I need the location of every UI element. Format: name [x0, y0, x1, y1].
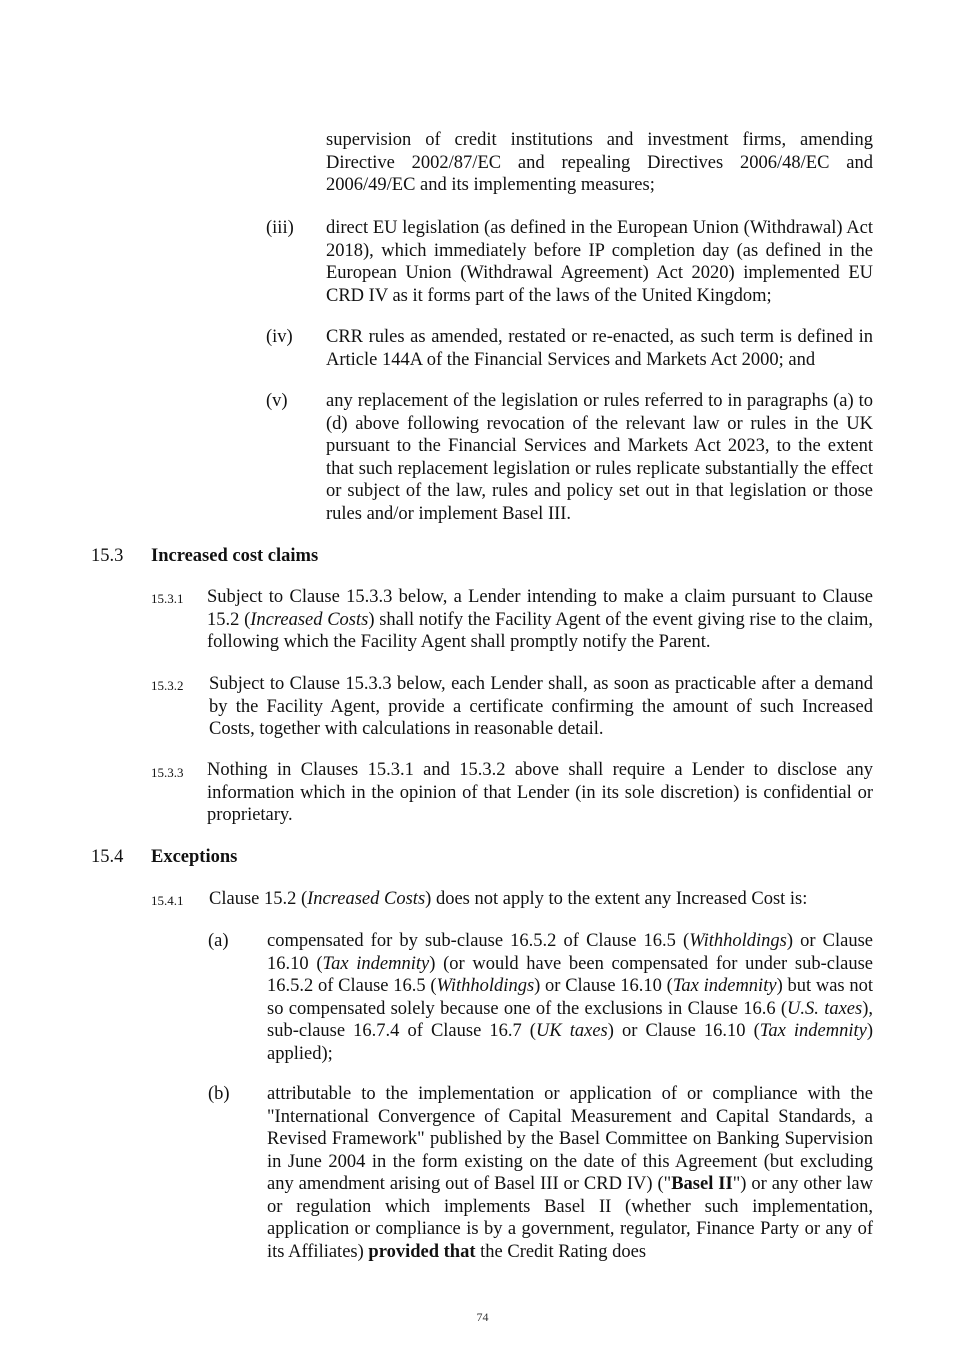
section-number: 15.3	[91, 546, 124, 566]
list-item: CRR rules as amended, restated or re-enacted, as such term is defined in Article 144A of the Financial Services and Markets Act 2000; and	[326, 327, 873, 370]
page-number: 74	[476, 1310, 489, 1324]
list-item: compensated for by sub-clause 16.5.2 of Clause 16.5 (Withholdings) or Clause 16.10 (Tax indemnity) (or would have been compensated for under sub-clause 16.5.2 of Clause 16.5 (Withholdings) or Clause 16.10 (Tax indemnity) but was not so compensated solely because one of the exclusions in Clause 16.6 (U.S. taxes), sub-clause 16.7.4 of Clause 16.7 (UK taxes) or Clause 16.10 (Tax indemnity) applied);	[267, 931, 874, 1064]
item-label: (b)	[208, 1084, 230, 1104]
item-label: (a)	[208, 931, 229, 951]
item-label: (iii)	[266, 218, 294, 238]
clause-number: 15.3.1	[151, 591, 184, 606]
section-heading: Exceptions	[151, 847, 238, 867]
clause-number: 15.4.1	[151, 893, 184, 908]
list-item: direct EU legislation (as defined in the European Union (Withdrawal) Act 2018), which immediately before IP completion day (as defined in the European Union (Withdrawal Agreement) Act 2020) implemented EU CRD IV as it forms part of the laws of the United Kingdom;	[326, 218, 873, 306]
list-item: any replacement of the legislation or rules referred to in paragraphs (a) to (d) above following revocation of the relevant law or rules in the UK pursuant to the Financial Services and Markets Act 2023, to the extent that such replacement legislation or rules replicate substantially the effect or subject of the law, rules and policy set out in that legislation or those rules and/or implement Basel III.	[326, 391, 873, 524]
item-label: (iv)	[266, 327, 293, 347]
list-item: attributable to the implementation or application of or compliance with the "International Convergence of Capital Measurement and Capital Standards, a Revised Framework" published by the Basel Committee on Banking Supervision in June 2004 in the form existing on the date of this Agreement (but excluding any amendment arising out of Basel III or CRD IV) ("Basel II") or any other law or regulation which implements Basel II (whether such implementation, application or compliance is by a government, regulator, Finance Party or any of its Affiliates) provided that the Credit Rating does	[267, 1084, 874, 1262]
clause-text: Subject to Clause 15.3.3 below, a Lender intending to make a claim pursuant to Clause 15.2 (Increased Costs) shall notify the Facility Agent of the event giving rise to the claim, following which the Facility Agent shall promptly notify the Parent.	[207, 587, 873, 652]
intro-paragraph: supervision of credit institutions and investment firms, amending Directive 2002/87/EC and repealing Directives 2006/48/EC and 2006/49/EC and its implementing measures;	[326, 130, 873, 195]
clause-number: 15.3.2	[151, 678, 184, 693]
clause-text: Clause 15.2 (Increased Costs) does not apply to the extent any Increased Cost is:	[209, 889, 808, 909]
item-label: (v)	[266, 391, 288, 411]
clause-text: Subject to Clause 15.3.3 below, each Lender shall, as soon as practicable after a demand by the Facility Agent, provide a certificate confirming the amount of such Increased Costs, together with calculations in reasonable detail.	[209, 674, 873, 739]
section-number: 15.4	[91, 847, 124, 867]
clause-number: 15.3.3	[151, 765, 184, 780]
clause-text: Nothing in Clauses 15.3.1 and 15.3.2 above shall require a Lender to disclose any information which in the opinion of that Lender (in its sole discretion) is confidential or proprietary.	[207, 760, 873, 825]
section-heading: Increased cost claims	[151, 546, 319, 566]
